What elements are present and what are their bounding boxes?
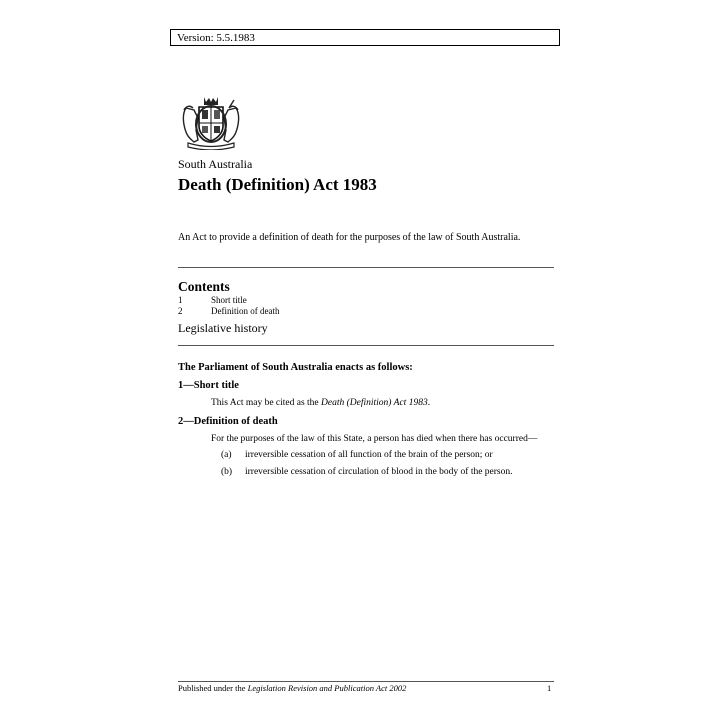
footer-divider <box>178 681 554 682</box>
paragraph-label: (a) <box>221 450 232 460</box>
section-text-short-title <box>211 398 430 408</box>
page-number: 1 <box>547 683 552 693</box>
legislative-history-link[interactable]: Legislative history <box>178 321 268 335</box>
act-name-italic: Death (Definition) Act 1983 <box>321 398 428 408</box>
royal-coat-of-arms-icon <box>180 94 242 150</box>
table-of-contents <box>178 295 279 317</box>
footer-text <box>178 683 406 693</box>
paragraph-text: irreversible cessation of all function of the brain of the person; or <box>245 450 493 460</box>
toc-item-number: 1 <box>178 295 183 305</box>
divider <box>178 345 554 346</box>
footer-act-name: Legislation Revision and Publication Act 2002 <box>247 683 407 693</box>
enacting-formula: The Parliament of South Australia enacts as follows: <box>178 362 413 373</box>
paragraph-text: irreversible cessation of circulation of blood in the body of the person. <box>245 467 513 477</box>
paragraph-a <box>221 450 493 460</box>
toc-item-label: Short title <box>211 295 247 305</box>
version-text: Version: 5.5.1983 <box>177 32 255 44</box>
toc-item-short-title[interactable] <box>178 295 279 306</box>
toc-item-definition-of-death[interactable] <box>178 306 279 317</box>
act-title: Death (Definition) Act 1983 <box>178 175 377 194</box>
contents-heading: Contents <box>178 279 230 294</box>
footer-prefix: Published under the <box>178 683 248 693</box>
toc-item-number: 2 <box>178 306 183 316</box>
toc-item-label: Definition of death <box>211 306 280 316</box>
paragraph-b <box>221 467 513 477</box>
divider <box>178 267 554 268</box>
paragraph-label: (b) <box>221 467 233 477</box>
citation-end: . <box>427 398 431 408</box>
section-heading-short-title: 1—Short title <box>178 380 239 391</box>
citation-text: This Act may be cited as the <box>211 398 322 408</box>
long-title: An Act to provide a definition of death for the purposes of the law of South Australia. <box>178 232 521 243</box>
section-text-definition-of-death: For the purposes of the law of this State, a person has died when there has occurred— <box>211 434 538 444</box>
jurisdiction: South Australia <box>178 157 253 171</box>
version-box <box>170 29 560 46</box>
section-heading-definition-of-death: 2—Definition of death <box>178 416 278 427</box>
